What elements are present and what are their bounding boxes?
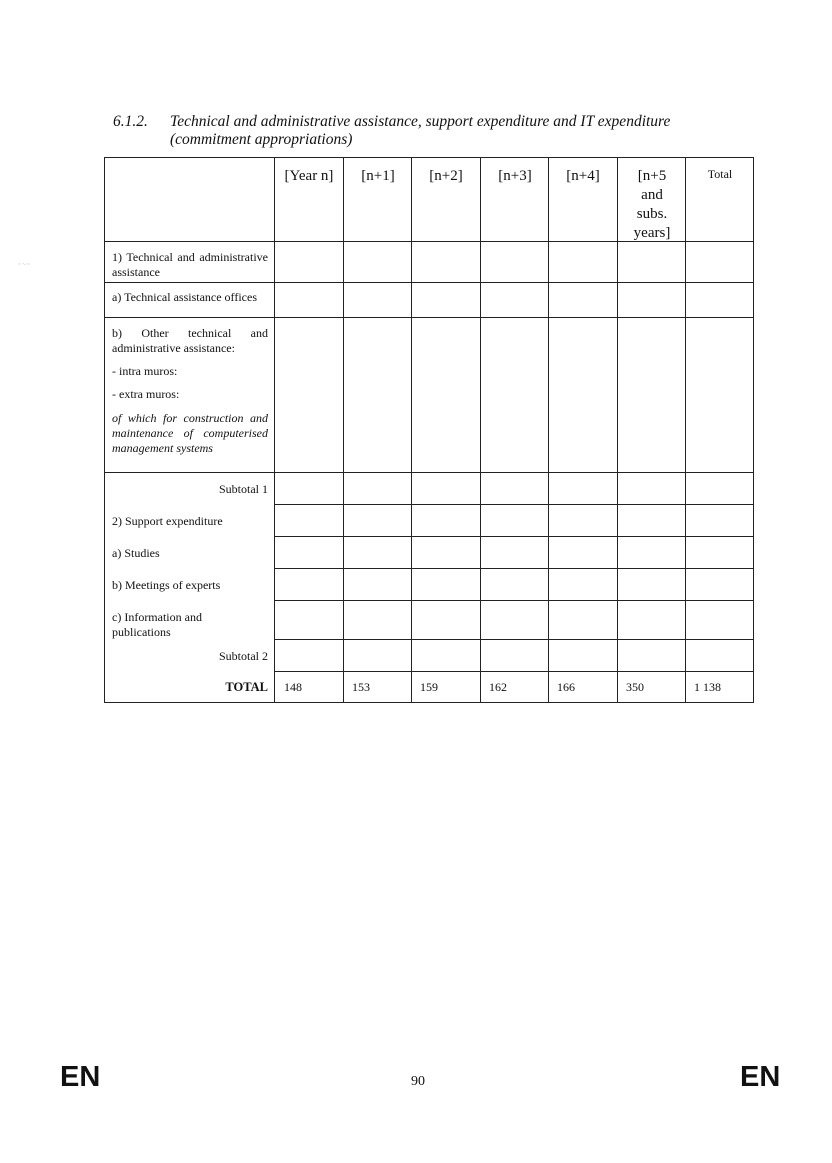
scan-artifact-mark [18,262,30,266]
row-divider [274,504,754,505]
row-label-computerised-systems: of which for construction and maintenance of computerised management systems [112,411,268,455]
section-heading [113,113,733,149]
col-divider [411,158,412,703]
total-value-total: 1 138 [694,680,721,694]
col-divider [617,158,618,703]
total-value-year-n: 148 [284,680,302,694]
total-value-n2: 159 [420,680,438,694]
row-label-information-publications: c) Information and publications [112,610,202,639]
column-header-n3: [n+3] [498,168,532,184]
row-label-technical-assistance-offices: a) Technical assistance offices [112,290,257,304]
col-divider [274,158,275,703]
row-divider [105,282,754,283]
section-title: Technical and administrative assistance, support expenditure and IT expenditure (commitment appropriations) [170,113,671,148]
row-divider [105,472,754,473]
row-divider [274,639,754,640]
total-value-n1: 153 [352,680,370,694]
col-divider [343,158,344,703]
row-divider [274,671,754,672]
row-divider [274,536,754,537]
col-divider [480,158,481,703]
row-label-intra-muros: - intra muros: [112,364,178,378]
expenditure-table [104,157,754,703]
row-label-meetings-of-experts: b) Meetings of experts [112,578,221,592]
row-label-studies: a) Studies [112,546,160,560]
row-divider [274,568,754,569]
total-value-n3: 162 [489,680,507,694]
column-header-n4: [n+4] [566,168,600,184]
row-label-extra-muros: - extra muros: [112,387,180,401]
row-label-other-technical-assistance: b) Other technical and administrative assistance: [112,326,268,355]
row-divider [105,317,754,318]
column-header-year-n: [Year n] [284,168,334,184]
total-value-n4: 166 [557,680,575,694]
row-label-total: TOTAL [225,680,268,694]
column-header-n5-subs: [n+5 and subs. years] [633,168,671,241]
row-label-subtotal-2: Subtotal 2 [218,649,268,663]
row-divider [274,600,754,601]
column-header-n1: [n+1] [361,168,395,184]
footer-language-right: EN [740,1061,781,1093]
row-label-support-expenditure: 2) Support expenditure [112,514,223,528]
row-label-subtotal-1: Subtotal 1 [218,482,268,496]
footer-language-left: EN [60,1061,101,1093]
column-header-n2: [n+2] [429,168,463,184]
row-label-technical-admin-assistance: 1) Technical and administrative assistance [112,250,268,279]
section-number: 6.1.2. [113,113,148,130]
column-header-total: Total [707,167,733,181]
col-divider [548,158,549,703]
col-divider [685,158,686,703]
page-number: 90 [411,1074,425,1089]
total-value-n5-subs: 350 [626,680,644,694]
